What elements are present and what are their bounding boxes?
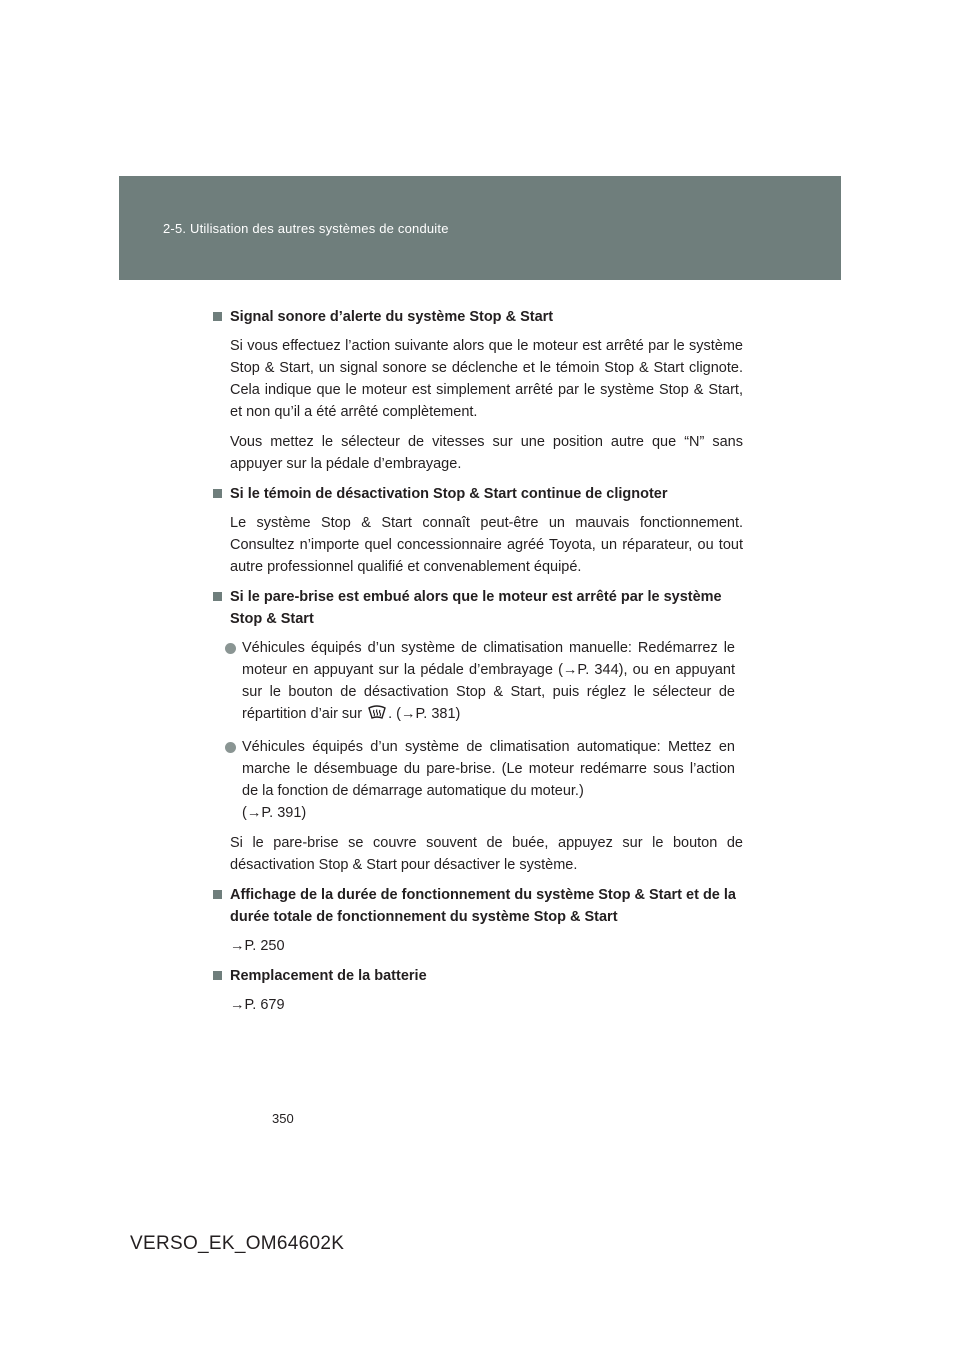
- paragraph: Si le pare-brise se couvre souvent de buée, appuyez sur le bouton de désactivation Stop & Start pour désactiver le système.: [230, 835, 743, 873]
- paragraph: Le système Stop & Start connaît peut-être un mauvais fonctionnement. Consultez n’importe quel concessionnaire agréé Toyota, un réparateur, ou tout autre professionnel qualifié et convenablement équipé.: [230, 515, 743, 575]
- paragraph: Vous mettez le sélecteur de vitesses sur une position autre que “N” sans appuyer sur la pédale d’embrayage.: [230, 434, 743, 472]
- page-number: 350: [272, 1111, 294, 1126]
- windshield-defrost-icon: [367, 704, 387, 728]
- page-reference: →P. 679: [230, 997, 285, 1013]
- square-bullet-icon: [213, 592, 222, 601]
- section-title: 2-5. Utilisation des autres systèmes de conduite: [163, 221, 449, 236]
- header-band: [119, 176, 841, 280]
- list-item: Véhicules équipés d’un système de climatisation automatique: Mettez en marche le désembuage du pare-brise. (Le moteur redémarre sous l’action de la fonction de démarrage automatique du moteur.) (→P. 391): [213, 736, 743, 824]
- section-heading-indicator-blinking: Si le témoin de désactivation Stop & Start continue de clignoter: [213, 483, 743, 505]
- list-item: Véhicules équipés d’un système de climatisation manuelle: Redémarrez le moteur en appuyant sur la pédale d’embrayage (→P. 344), ou en appuyant sur le bouton de désactivation Stop & Start, puis réglez le sélecteur de répartition d’air sur . (→P. 381): [213, 637, 743, 728]
- round-bullet-icon: [225, 742, 236, 753]
- section-heading-operating-time: Affichage de la durée de fonctionnement du système Stop & Start et de la durée totale de fonctionnement du système Stop & Start: [213, 884, 743, 928]
- square-bullet-icon: [213, 971, 222, 980]
- paragraph: Si vous effectuez l’action suivante alors que le moteur est arrêté par le système Stop & Start, un signal sonore se déclenche et le témoin Stop & Start clignote. Cela indique que le moteur est simplement arrêté par le système Stop & Start, et non qu’il a été arrêté complètement.: [230, 338, 743, 420]
- round-bullet-icon: [225, 643, 236, 654]
- document-code: VERSO_EK_OM64602K: [130, 1233, 345, 1254]
- square-bullet-icon: [213, 312, 222, 321]
- square-bullet-icon: [213, 489, 222, 498]
- section-heading-fogged-windshield: Si le pare-brise est embué alors que le moteur est arrêté par le système Stop & Start: [213, 586, 743, 630]
- content: [213, 306, 743, 1024]
- page-reference: →P. 250: [230, 938, 285, 954]
- square-bullet-icon: [213, 890, 222, 899]
- section-heading-battery-replacement: Remplacement de la batterie: [213, 965, 743, 987]
- section-heading-stop-start-alert: Signal sonore d’alerte du système Stop & Start: [213, 306, 743, 328]
